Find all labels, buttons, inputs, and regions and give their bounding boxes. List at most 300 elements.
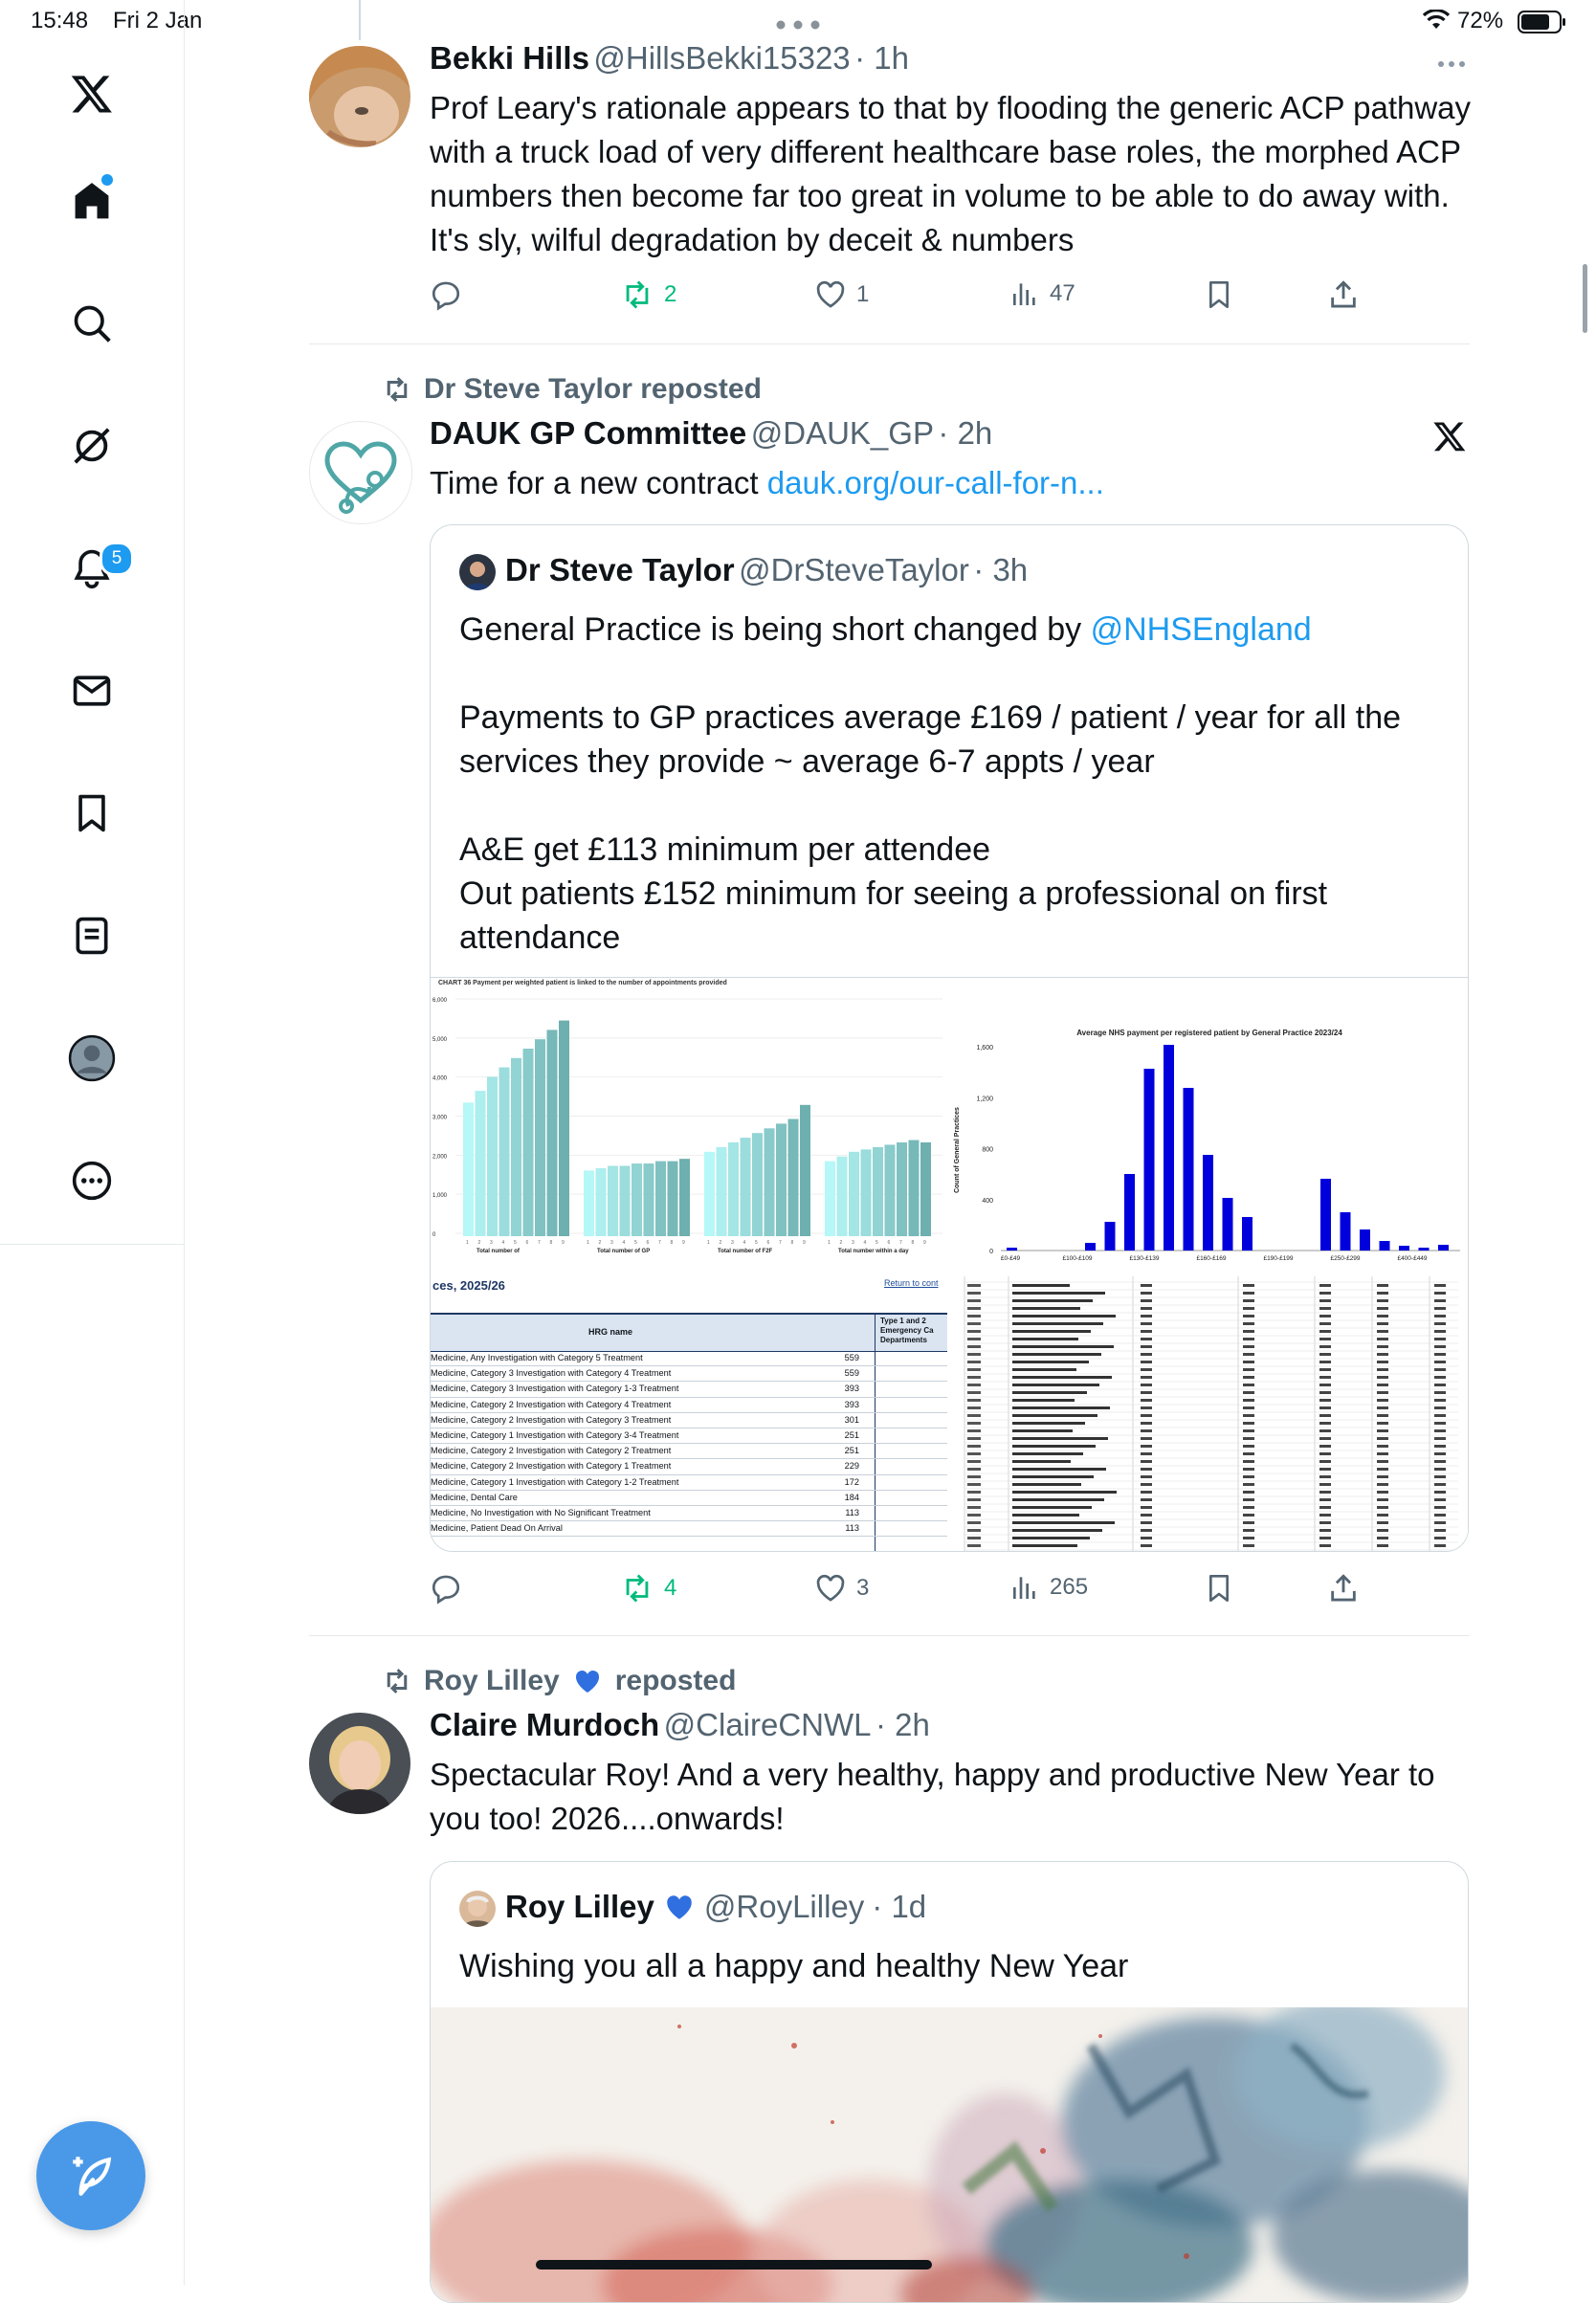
sheet-cell-mark xyxy=(967,1284,981,1287)
repost-suffix: reposted xyxy=(614,1665,737,1696)
sheet-cell-mark xyxy=(1377,1514,1388,1517)
chart1-bar xyxy=(608,1166,618,1237)
table-cell-value: 559 xyxy=(844,1368,859,1379)
sheet-cell-mark xyxy=(1377,1299,1388,1302)
chart1-ytick: 6,000 xyxy=(432,998,448,1004)
chart1-bar xyxy=(909,1140,920,1236)
sheet-cell-mark xyxy=(967,1406,981,1409)
sheet-cell-mark xyxy=(1319,1292,1331,1295)
sheet-cell-mark xyxy=(1377,1315,1388,1318)
author-name[interactable]: Claire Murdoch xyxy=(430,1707,660,1742)
sheet-cell-mark xyxy=(1319,1506,1331,1509)
sheet-cell-mark xyxy=(967,1338,981,1340)
sheet-cell-mark xyxy=(1012,1399,1075,1402)
sheet-cell-mark xyxy=(1434,1491,1446,1494)
sheet-cell-mark xyxy=(1141,1437,1152,1440)
chart2-bar xyxy=(1164,1045,1174,1251)
sheet-cell-mark xyxy=(1377,1537,1388,1539)
sheet-cell-mark xyxy=(1012,1521,1115,1524)
sheet-cell-mark xyxy=(1377,1544,1388,1547)
sidebar-divider xyxy=(0,1244,184,1245)
bookmark-button[interactable] xyxy=(1204,1572,1234,1605)
chart1-bar-index: 6 xyxy=(766,1240,770,1246)
sheet-cell-mark xyxy=(1434,1322,1446,1325)
sheet-cell-mark xyxy=(1434,1406,1446,1409)
table-cell-hrg: Medicine, Category 2 Investigation with Category 3 Treatment xyxy=(431,1414,672,1425)
sheet-cell-mark xyxy=(1243,1414,1254,1417)
sheet-cell-mark xyxy=(1434,1307,1446,1310)
chart1-bar xyxy=(487,1076,498,1236)
sheet-cell-mark xyxy=(1434,1445,1446,1448)
table-cell-hrg: Medicine, Category 1 Investigation with Category 1-2 Treatment xyxy=(431,1476,679,1487)
chart2-bar xyxy=(1360,1229,1370,1251)
quote-header xyxy=(505,552,1028,588)
sheet-cell-mark xyxy=(1012,1406,1110,1409)
chart2-xtick: £250-£299 xyxy=(1330,1255,1361,1262)
chart1-bar xyxy=(717,1147,727,1236)
sheet-cell-mark xyxy=(1319,1368,1331,1371)
quoted-tweet[interactable] xyxy=(430,1861,1469,2303)
sheet-cell-mark xyxy=(1377,1338,1388,1340)
media-chart-appointments[interactable] xyxy=(431,978,947,1273)
sheet-cell-mark xyxy=(967,1307,981,1310)
table-row xyxy=(431,1506,947,1521)
analytics-bars-icon xyxy=(1009,278,1040,309)
sheet-cell-mark xyxy=(1319,1514,1331,1517)
table-row xyxy=(431,1459,947,1474)
sheet-cell-mark xyxy=(1434,1506,1446,1509)
quote-author-handle[interactable]: @DrSteveTaylor xyxy=(739,552,969,587)
chart1-bar xyxy=(728,1142,739,1236)
author-name[interactable]: Bekki Hills xyxy=(430,40,589,76)
quote-text: Wishing you all a happy and healthy New Year xyxy=(459,1948,1129,1984)
media-spreadsheet[interactable] xyxy=(951,1276,1468,1552)
sheet-cell-mark xyxy=(1141,1506,1152,1509)
sheet-cell-mark xyxy=(1141,1322,1152,1325)
chart2-bar xyxy=(1184,1088,1194,1251)
chart2-bar xyxy=(1144,1069,1155,1251)
sheet-cell-mark xyxy=(1141,1299,1152,1302)
chart1-bar xyxy=(679,1159,690,1236)
author-handle[interactable]: @ClaireCNWL xyxy=(663,1707,872,1742)
reply-button[interactable] xyxy=(430,278,462,311)
table-cell-value: 229 xyxy=(844,1461,859,1472)
sheet-cell-mark xyxy=(967,1376,981,1379)
sheet-cell-mark xyxy=(1434,1498,1446,1501)
sheet-cell-mark xyxy=(1012,1537,1090,1539)
chart2-bar xyxy=(1007,1248,1017,1251)
chart1-bar-index: 8 xyxy=(911,1240,915,1246)
sheet-cell-mark xyxy=(1243,1537,1254,1539)
sheet-cell-mark xyxy=(1377,1521,1388,1524)
sheet-cell-mark xyxy=(1377,1391,1388,1394)
table-cell-hrg: Medicine, Category 2 Investigation with Category 4 Treatment xyxy=(431,1399,672,1409)
chart1-bar-index: 6 xyxy=(525,1240,529,1246)
chart1-bar-index: 9 xyxy=(682,1240,685,1246)
chart1-bar xyxy=(837,1157,848,1236)
chart2-ylabel: Count of General Practices xyxy=(954,1107,961,1193)
repost-label: Roy Lilley xyxy=(424,1665,560,1696)
chart1-bar-index: 6 xyxy=(646,1240,650,1246)
blue-heart-icon xyxy=(662,1891,697,1923)
sheet-cell-mark xyxy=(1377,1475,1388,1478)
home-indicator[interactable] xyxy=(536,2260,932,2270)
more-options-icon[interactable] xyxy=(46,1135,138,1227)
sheet-cell-mark xyxy=(1012,1353,1101,1356)
chart1-bar xyxy=(463,1102,474,1236)
chart2-bar xyxy=(1419,1248,1430,1251)
avatar[interactable] xyxy=(459,554,496,590)
home-unread-dot xyxy=(101,174,113,186)
author-handle[interactable]: @DAUK_GP xyxy=(750,415,934,451)
sheet-cell-mark xyxy=(1434,1437,1446,1440)
sheet-cell-mark xyxy=(1377,1468,1388,1471)
heart-icon xyxy=(814,278,847,311)
sheet-cell-mark xyxy=(1141,1498,1152,1501)
sheet-cell-mark xyxy=(1243,1506,1254,1509)
status-time: 15:48 xyxy=(31,8,89,33)
chart1-ytick: 1,000 xyxy=(432,1193,448,1200)
chart1-ytick: 2,000 xyxy=(432,1154,448,1161)
sheet-cell-mark xyxy=(1434,1452,1446,1455)
sheet-cell-mark xyxy=(1434,1376,1446,1379)
table-row xyxy=(431,1491,947,1506)
sheet-cell-mark xyxy=(1319,1361,1331,1363)
sheet-cell-mark xyxy=(1141,1284,1152,1287)
sheet-cell-mark xyxy=(1141,1475,1152,1478)
sheet-cell-mark xyxy=(1434,1544,1446,1547)
chart1-bar xyxy=(596,1168,607,1236)
retweet-button[interactable] xyxy=(620,278,676,311)
sheet-cell-mark xyxy=(1243,1384,1254,1386)
sheet-cell-mark xyxy=(1012,1368,1076,1371)
chart1-bar-index: 1 xyxy=(828,1240,831,1246)
retweet-count: 2 xyxy=(664,281,677,307)
sheet-cell-mark xyxy=(1141,1514,1152,1517)
messages-envelope-icon[interactable] xyxy=(46,645,138,737)
sheet-cell-mark xyxy=(1319,1399,1331,1402)
chart2-ytick: 1,600 xyxy=(976,1045,993,1052)
chart2-bar xyxy=(1105,1222,1116,1251)
chart1-svg xyxy=(431,978,947,1273)
table-cell-value: 301 xyxy=(844,1414,859,1425)
table-cell-value: 184 xyxy=(844,1492,859,1502)
sheet-cell-mark xyxy=(1319,1537,1331,1539)
home-icon[interactable] xyxy=(46,155,138,247)
tweet-time[interactable]: · 2h xyxy=(938,415,993,451)
avatar[interactable] xyxy=(309,421,412,524)
repost-indicator[interactable] xyxy=(382,1665,736,1697)
sheet-cell-mark xyxy=(1319,1384,1331,1386)
retweet-button[interactable] xyxy=(620,1572,676,1605)
chart2-xtick: £130-£139 xyxy=(1129,1255,1160,1262)
battery-icon xyxy=(1518,11,1567,38)
reply-button[interactable] xyxy=(430,1572,462,1605)
quote-media-grid xyxy=(431,977,1468,1552)
chart1-bar xyxy=(559,1021,569,1236)
sheet-cell-mark xyxy=(1434,1361,1446,1363)
sheet-cell-mark xyxy=(1434,1353,1446,1356)
sheet-cell-mark xyxy=(1141,1414,1152,1417)
bookmark-button[interactable] xyxy=(1204,278,1234,311)
x-logo-icon xyxy=(1432,419,1467,458)
sheet-cell-mark xyxy=(1012,1529,1102,1532)
sheet-cell-mark xyxy=(1377,1345,1388,1348)
table-row xyxy=(431,1351,947,1366)
table-row xyxy=(431,1521,947,1537)
chart1-bar xyxy=(547,1030,558,1236)
share-button[interactable] xyxy=(1327,278,1360,311)
tweet-header xyxy=(430,1707,930,1743)
tweet-more-icon[interactable] xyxy=(1437,55,1466,73)
table-cell-hrg: Medicine, Category 3 Investigation with Category 1-3 Treatment xyxy=(431,1384,679,1394)
sheet-cell-mark xyxy=(1434,1475,1446,1478)
author-handle[interactable]: @HillsBekki15323 xyxy=(593,40,851,76)
sheet-cell-mark xyxy=(967,1468,981,1471)
mention-link[interactable]: @NHSEngland xyxy=(1090,611,1312,648)
sheet-cell-mark xyxy=(1434,1299,1446,1302)
chart1-bar xyxy=(644,1163,654,1236)
sheet-cell-mark xyxy=(1141,1361,1152,1363)
sheet-cell-mark xyxy=(1141,1468,1152,1471)
notifications-badge: 5 xyxy=(100,542,134,576)
sheet-cell-mark xyxy=(967,1384,981,1386)
chart1-group-label: Total number within a day xyxy=(838,1249,909,1254)
chart1-bar-index: 4 xyxy=(622,1240,626,1246)
sheet-cell-mark xyxy=(1319,1353,1331,1356)
chart1-bar-index: 2 xyxy=(598,1240,602,1246)
chart1-group-label: Total number of GP xyxy=(597,1249,651,1254)
sheet-cell-mark xyxy=(1141,1338,1152,1340)
search-icon[interactable] xyxy=(46,277,138,369)
sheet-cell-mark xyxy=(1141,1529,1152,1532)
sheet-cell-mark xyxy=(1243,1475,1254,1478)
scrollbar-thumb[interactable] xyxy=(1583,264,1587,333)
sheet-cell-mark xyxy=(1243,1376,1254,1379)
table-row xyxy=(431,1398,947,1413)
watercolor-image xyxy=(431,2007,1468,2303)
x-logo-icon[interactable] xyxy=(46,48,138,140)
tweet-link[interactable]: dauk.org/our-call-for-n... xyxy=(766,465,1104,500)
sheet-cell-mark xyxy=(1012,1376,1112,1379)
chart1-bar-index: 1 xyxy=(707,1240,710,1246)
sheet-cell-mark xyxy=(967,1514,981,1517)
chart1-bar xyxy=(897,1142,907,1236)
quote-author-name[interactable]: Dr Steve Taylor xyxy=(505,552,735,587)
chart2-bar xyxy=(1203,1155,1213,1251)
chart1-bar xyxy=(584,1170,594,1236)
thread-line xyxy=(359,0,361,40)
chart1-bar xyxy=(620,1166,631,1237)
table-cell-hrg: Medicine, Any Investigation with Category 5 Treatment xyxy=(431,1353,643,1362)
table-return-link: Return to cont xyxy=(884,1278,939,1288)
repost-indicator[interactable] xyxy=(382,373,762,406)
sheet-cell-mark xyxy=(1319,1468,1331,1471)
avatar[interactable] xyxy=(309,46,410,147)
table-cell-hrg: Medicine, Patient Dead On Arrival xyxy=(431,1523,563,1534)
sheet-cell-mark xyxy=(1434,1399,1446,1402)
quote-line: A&E get £113 minimum per attendee xyxy=(459,831,991,868)
sheet-cell-mark xyxy=(967,1460,981,1463)
sheet-cell-mark xyxy=(1243,1491,1254,1494)
sheet-cell-mark xyxy=(1243,1437,1254,1440)
grok-icon[interactable] xyxy=(46,400,138,492)
sheet-cell-mark xyxy=(1377,1368,1388,1371)
sheet-cell-mark xyxy=(967,1429,981,1432)
quoted-tweet[interactable] xyxy=(430,524,1469,1552)
chart1-bar-index: 2 xyxy=(839,1240,843,1246)
sheet-cell-mark xyxy=(1434,1292,1446,1295)
views-button[interactable] xyxy=(1009,1572,1088,1603)
sheet-cell-mark xyxy=(1012,1483,1081,1486)
sheet-cell-mark xyxy=(1377,1292,1388,1295)
chart1-group-label: Total number of xyxy=(477,1249,520,1254)
table-cell-value: 251 xyxy=(844,1446,859,1456)
sheet-cell-mark xyxy=(967,1422,981,1425)
sheet-cell-mark xyxy=(1319,1322,1331,1325)
sheet-cell-mark xyxy=(1377,1445,1388,1448)
sheet-cell-mark xyxy=(1319,1299,1331,1302)
chart1-bar xyxy=(920,1142,931,1236)
tweet-header xyxy=(430,415,992,452)
sheet-cell-mark xyxy=(1377,1506,1388,1509)
chart1-bar xyxy=(885,1144,896,1236)
chart1-bar-index: 9 xyxy=(923,1240,926,1246)
sheet-cell-mark xyxy=(1243,1307,1254,1310)
share-button[interactable] xyxy=(1327,1572,1360,1605)
sheet-cell-mark xyxy=(1012,1429,1073,1432)
sheet-cell-mark xyxy=(967,1322,981,1325)
retweet-icon xyxy=(620,278,654,311)
sheet-cell-mark xyxy=(1434,1391,1446,1394)
tweet-time[interactable]: · 2h xyxy=(875,1707,930,1742)
like-button[interactable] xyxy=(814,278,869,311)
chart1-bar xyxy=(655,1162,666,1236)
bookmarks-icon[interactable] xyxy=(46,767,138,859)
like-button[interactable] xyxy=(814,1572,869,1605)
chart1-bar xyxy=(849,1152,859,1236)
sheet-cell-mark xyxy=(1141,1491,1152,1494)
sheet-cell-mark xyxy=(1141,1376,1152,1379)
sheet-cell-mark xyxy=(1243,1391,1254,1394)
sheet-cell-mark xyxy=(1243,1338,1254,1340)
views-button[interactable] xyxy=(1009,278,1075,309)
table-row xyxy=(431,1428,947,1444)
sheet-cell-mark xyxy=(967,1345,981,1348)
sheet-cell-mark xyxy=(967,1414,981,1417)
chart1-bar-index: 7 xyxy=(779,1240,782,1246)
sheet-cell-mark xyxy=(967,1452,981,1455)
table-col-type: Type 1 and 2 Emergency Ca Departments xyxy=(880,1317,934,1344)
view-count: 47 xyxy=(1050,280,1075,306)
chart1-bar xyxy=(632,1163,642,1236)
sheet-cell-mark xyxy=(1141,1368,1152,1371)
sheet-cell-mark xyxy=(1319,1437,1331,1440)
table-row xyxy=(431,1382,947,1397)
quote-line: General Practice is being short changed by @NHSEngland xyxy=(459,611,1312,648)
sheet-cell-mark xyxy=(1012,1468,1106,1471)
sheet-cell-mark xyxy=(1319,1376,1331,1379)
sheet-cell-mark xyxy=(1434,1460,1446,1463)
sheet-cell-mark xyxy=(1243,1460,1254,1463)
repost-icon xyxy=(382,375,412,404)
chart1-bar-index: 3 xyxy=(610,1240,613,1246)
sheet-cell-mark xyxy=(1012,1284,1070,1287)
status-date: Fri 2 Jan xyxy=(113,8,203,33)
chart1-ytick: 3,000 xyxy=(432,1115,448,1121)
chart2-bar xyxy=(1124,1174,1135,1251)
sheet-cell-mark xyxy=(1243,1529,1254,1532)
chart1-bar xyxy=(535,1039,545,1236)
table-row xyxy=(431,1475,947,1491)
sheet-cell-mark xyxy=(1434,1529,1446,1532)
sheet-cell-mark xyxy=(1243,1284,1254,1287)
quote-time: · 3h xyxy=(973,552,1029,587)
chart2-xtick: £190-£199 xyxy=(1263,1255,1294,1262)
profile-avatar-icon[interactable] xyxy=(46,1012,138,1104)
sheet-cell-mark xyxy=(1377,1452,1388,1455)
sheet-cell-mark xyxy=(1377,1422,1388,1425)
tweet-header xyxy=(430,40,909,77)
sheet-cell-mark xyxy=(1012,1475,1094,1478)
chart1-bar-index: 4 xyxy=(863,1240,867,1246)
sheet-cell-mark xyxy=(1319,1498,1331,1501)
quote-media-watercolor[interactable] xyxy=(431,2007,1468,2303)
chart2-xtick: £100-£109 xyxy=(1062,1255,1093,1262)
sheet-cell-mark xyxy=(1012,1506,1092,1509)
sheet-cell-mark xyxy=(1243,1452,1254,1455)
sheet-cell-mark xyxy=(967,1330,981,1333)
quote-author-name[interactable]: Roy Lilley xyxy=(505,1889,654,1924)
chart1-bar xyxy=(861,1149,872,1236)
sheet-cell-mark xyxy=(1012,1345,1114,1348)
table-col-hrg: HRG name xyxy=(588,1327,633,1337)
compose-post-button[interactable] xyxy=(36,2121,145,2230)
sheet-cell-mark xyxy=(1319,1338,1331,1340)
chart1-bar-index: 9 xyxy=(562,1240,565,1246)
sheet-cell-mark xyxy=(1012,1315,1116,1318)
multitasking-dots-icon[interactable] xyxy=(775,17,821,27)
author-name[interactable]: DAUK GP Committee xyxy=(430,415,747,451)
chart2-ytick: 0 xyxy=(989,1249,993,1255)
sheet-cell-mark xyxy=(967,1475,981,1478)
sheet-cell-mark xyxy=(1319,1491,1331,1494)
lists-icon[interactable] xyxy=(46,890,138,982)
sheet-cell-mark xyxy=(1141,1307,1152,1310)
chart1-bar xyxy=(765,1128,775,1236)
analytics-bars-icon xyxy=(1009,1572,1040,1603)
table-cell-value: 113 xyxy=(845,1523,859,1534)
sheet-cell-mark xyxy=(1377,1361,1388,1363)
chart1-bar-index: 7 xyxy=(658,1240,661,1246)
sheet-cell-mark xyxy=(1141,1452,1152,1455)
quote-author-handle[interactable]: @RoyLilley xyxy=(703,1889,865,1924)
sheet-cell-mark xyxy=(1434,1284,1446,1287)
sheet-cell-mark xyxy=(1319,1345,1331,1348)
avatar[interactable] xyxy=(309,1713,410,1814)
sheet-cell-mark xyxy=(1434,1315,1446,1318)
media-tariff-table[interactable] xyxy=(431,1276,947,1552)
avatar[interactable] xyxy=(459,1891,496,1927)
sheet-cell-mark xyxy=(1243,1544,1254,1547)
chart2-ytick: 400 xyxy=(982,1197,993,1205)
sheet-cell-mark xyxy=(967,1483,981,1486)
sheet-cell-mark xyxy=(1012,1414,1097,1417)
media-chart-payment-histogram[interactable] xyxy=(951,978,1468,1273)
tweet-time[interactable]: · 1h xyxy=(854,40,909,76)
chart1-bar xyxy=(788,1119,799,1237)
sheet-cell-mark xyxy=(1319,1475,1331,1478)
